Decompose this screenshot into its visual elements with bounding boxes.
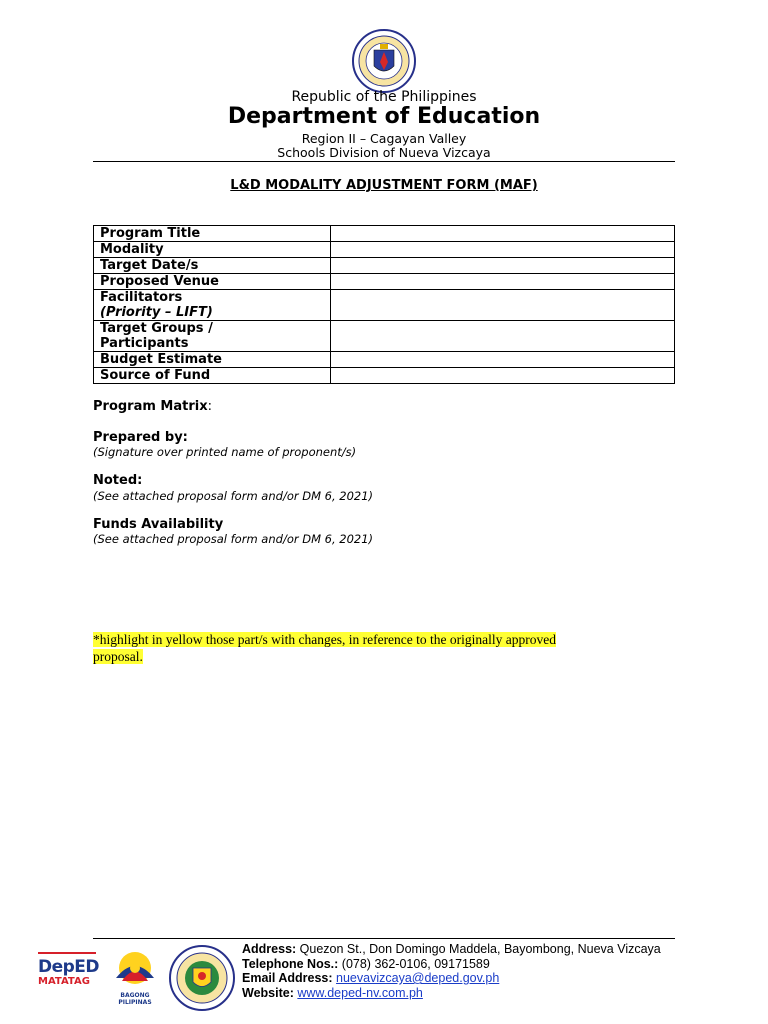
program-matrix-label: Program Matrix <box>93 399 208 414</box>
table-row <box>94 258 675 274</box>
header-divider <box>93 161 675 162</box>
row-value-budget-estimate[interactable] <box>331 352 675 368</box>
table-row <box>94 352 675 368</box>
row-value-target-dates[interactable] <box>331 258 675 274</box>
deped-seal-icon <box>348 28 420 94</box>
website-link[interactable]: www.deped-nv.com.ph <box>297 985 423 1000</box>
row-value-source-of-fund[interactable] <box>331 368 675 384</box>
program-matrix-colon: : <box>207 399 212 414</box>
division-label: Schools Division of Nueva Vizcaya <box>277 145 491 160</box>
email-label: Email Address: <box>242 971 333 985</box>
contact-block <box>242 942 661 1000</box>
deped-matatag-logo <box>38 952 100 996</box>
footer-divider <box>93 938 675 939</box>
address-label: Address: <box>242 942 297 956</box>
row-value-modality[interactable] <box>331 242 675 258</box>
row-value-proposed-venue[interactable] <box>331 274 675 290</box>
highlight-note <box>93 631 653 665</box>
row-label-target-groups <box>94 321 331 352</box>
bagong-pilipinas-text: BAGONG PILIPINAS <box>118 992 152 1006</box>
row-value-program-title[interactable] <box>331 226 675 242</box>
row-label-source-of-fund: Source of Fund <box>94 368 331 384</box>
facilitators-sublabel: (Priority – LIFT) <box>100 305 213 320</box>
funds-availability-note: (See attached proposal form and/or DM 6, 2021) <box>93 532 374 546</box>
republic-heading: Republic of the Philippines <box>291 89 477 105</box>
form-title: L&D MODALITY ADJUSTMENT FORM (MAF) <box>230 178 538 193</box>
row-value-target-groups[interactable] <box>331 321 675 352</box>
program-matrix-heading <box>93 399 212 414</box>
table-row <box>94 242 675 258</box>
deped-seal-footer-icon <box>166 944 238 1012</box>
table-row <box>94 290 675 321</box>
website-line <box>242 986 661 1001</box>
row-label-program-title: Program Title <box>94 226 331 242</box>
row-label-target-dates: Target Date/s <box>94 258 331 274</box>
row-label-modality: Modality <box>94 242 331 258</box>
website-label: Website: <box>242 985 294 1000</box>
highlight-note-line1: *highlight in yellow those part/s with changes, in reference to the originally approved <box>93 632 557 647</box>
facilitators-label: Facilitators <box>100 290 183 305</box>
bagong-pilipinas-icon <box>106 948 164 988</box>
telephone-value: (078) 362-0106, 09171589 <box>338 956 490 971</box>
noted-heading: Noted: <box>93 473 143 488</box>
department-title: Department of Education <box>227 104 541 129</box>
address-line <box>242 942 661 957</box>
row-label-proposed-venue: Proposed Venue <box>94 274 331 290</box>
funds-availability-heading: Funds Availability <box>93 517 224 532</box>
row-label-budget-estimate: Budget Estimate <box>94 352 331 368</box>
bagong-pilipinas-logo <box>106 948 164 1006</box>
address-value: Quezon St., Don Domingo Maddela, Bayombong, Nueva Vizcaya <box>296 942 661 956</box>
table-row <box>94 274 675 290</box>
telephone-line <box>242 957 661 972</box>
deped-logo-text: DepED <box>38 957 100 977</box>
row-value-facilitators[interactable] <box>331 290 675 321</box>
program-info-table <box>93 225 675 384</box>
highlight-note-line2: proposal. <box>93 649 143 664</box>
region-label: Region II – Cagayan Valley <box>301 131 467 146</box>
matatag-logo-text: MATATAG <box>38 976 90 987</box>
prepared-by-note: (Signature over printed name of proponent/s) <box>93 445 357 459</box>
target-groups-sublabel: Participants <box>100 336 189 351</box>
telephone-label: Telephone Nos.: <box>242 956 339 971</box>
email-line <box>242 971 661 986</box>
table-row <box>94 368 675 384</box>
row-label-facilitators <box>94 290 331 321</box>
noted-note: (See attached proposal form and/or DM 6, 2021) <box>93 489 374 503</box>
prepared-by-heading: Prepared by: <box>93 430 188 445</box>
table-row <box>94 321 675 352</box>
email-link[interactable]: nuevavizcaya@deped.gov.ph <box>336 971 500 985</box>
target-groups-label: Target Groups / <box>100 321 213 336</box>
table-row <box>94 226 675 242</box>
